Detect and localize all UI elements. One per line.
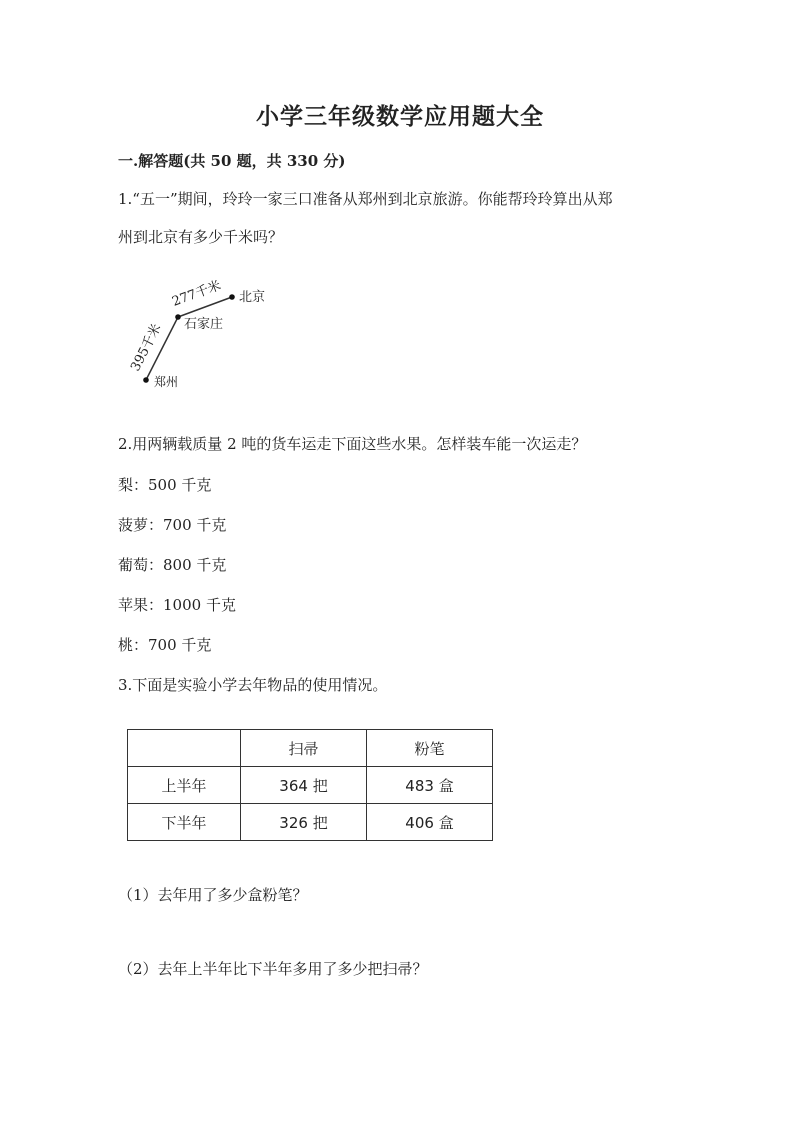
section-heading: 一.解答题(共 50 题，共 330 分) (118, 152, 346, 170)
question-3-sub-2: （2）去年上半年比下半年多用了多少把扫帚？ (118, 960, 428, 978)
page-title: 小学三年级数学应用题大全 (256, 103, 544, 130)
fruit-item: 菠萝：700 千克 (118, 516, 227, 534)
fruit-item: 苹果：1000 千克 (118, 596, 236, 614)
label-distance-lower: 395千米 (128, 321, 165, 374)
table-cell: 483 盒 (367, 767, 493, 804)
table-cell: 326 把 (241, 804, 367, 841)
usage-table (127, 729, 493, 841)
route-map-figure (118, 270, 298, 395)
table-header-cell: 扫帚 (241, 730, 367, 767)
table-cell: 406 盒 (367, 804, 493, 841)
question-1-text-line2: 州到北京有多少千米吗？ (118, 228, 284, 246)
fruit-item: 梨：500 千克 (118, 476, 212, 494)
fruit-item: 桃：700 千克 (118, 636, 212, 654)
question-2-text: 2.用两辆载质量 2 吨的货车运走下面这些水果。怎样装车能一次运走？ (118, 435, 587, 453)
table-row (128, 767, 493, 804)
table-cell: 下半年 (128, 804, 241, 841)
label-zhengzhou: 郑州 (154, 375, 179, 389)
fruit-item: 葡萄：800 千克 (118, 556, 227, 574)
table-header-cell: 粉笔 (367, 730, 493, 767)
question-3-text: 3.下面是实验小学去年物品的使用情况。 (118, 676, 388, 694)
question-3-sub-1: （1）去年用了多少盒粉笔？ (118, 886, 308, 904)
beijing-dot (229, 294, 235, 300)
question-1-text-line1: 1.“五一”期间，玲玲一家三口准备从郑州到北京旅游。你能帮玲玲算出从郑 (118, 190, 613, 208)
label-distance-upper: 277千米 (170, 278, 224, 310)
table-header-cell (128, 730, 241, 767)
table-cell: 364 把 (241, 767, 367, 804)
table-row (128, 804, 493, 841)
shijiazhuang-dot (175, 314, 181, 320)
zhengzhou-dot (143, 377, 149, 383)
label-shijiazhuang: 石家庄 (184, 317, 224, 332)
label-beijing: 北京 (239, 290, 266, 305)
table-cell: 上半年 (128, 767, 241, 804)
table-header-row (128, 730, 493, 767)
